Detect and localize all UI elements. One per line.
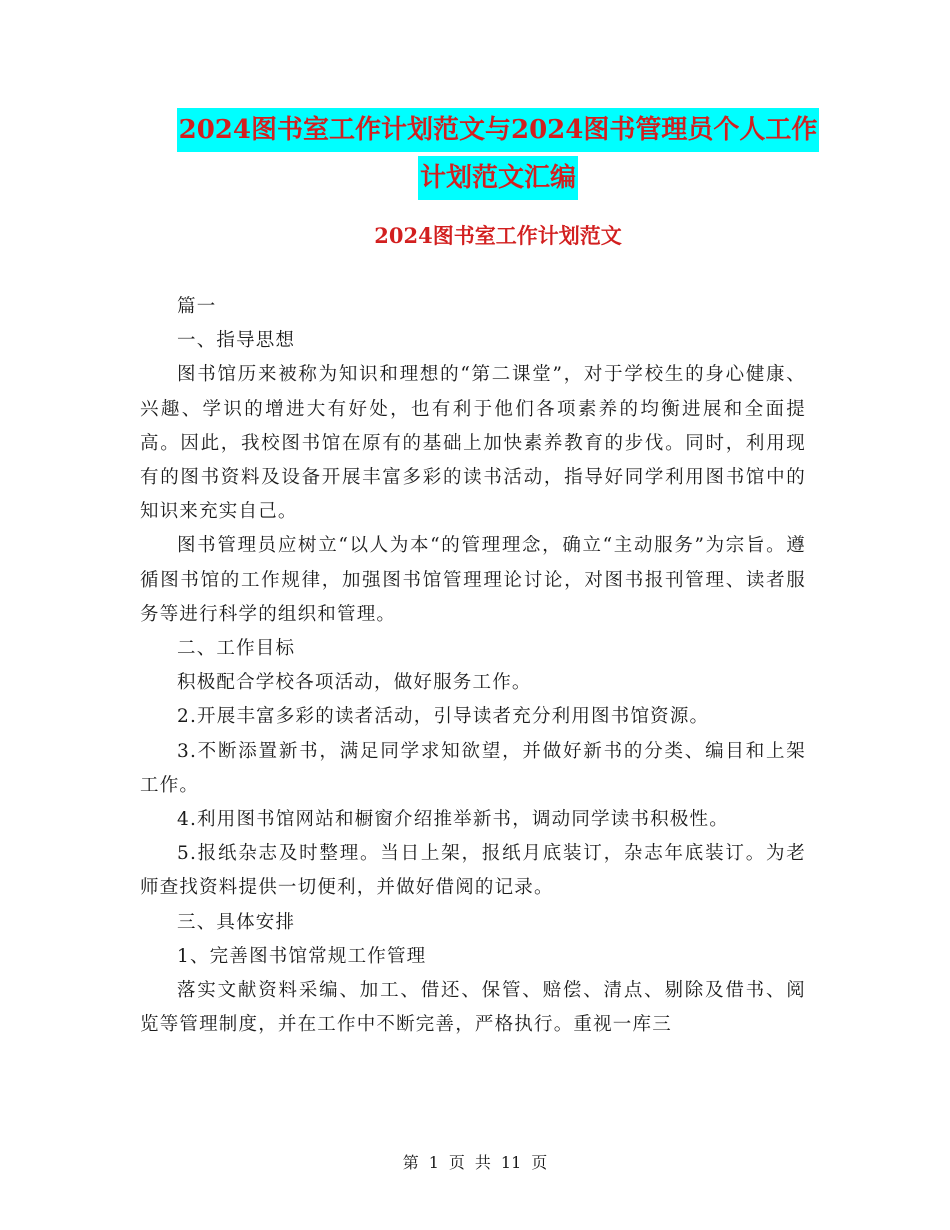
- paragraph: 4.利用图书馆网站和橱窗介绍推举新书，调动同学读书积极性。: [177, 809, 729, 831]
- title-line-2: 计划范文汇编: [418, 156, 578, 200]
- footer-current-page: 1: [428, 1153, 439, 1172]
- paragraph: 图书管理员应树立“以人为本“的管理理念，确立“主动服务”为宗旨。遵循图书馆的工作规律，加强图书馆管理理论讨论，对图书报刊管理、读者服务等进行科学的组织和管理。: [140, 535, 806, 625]
- paragraph: 篇一: [177, 296, 217, 317]
- footer-total-word: 共: [474, 1153, 491, 1172]
- page-footer: [0, 1152, 950, 1174]
- footer-prefix: 第: [402, 1153, 419, 1172]
- paragraph: 一、指导思想: [177, 330, 296, 352]
- section-title: 2024图书室工作计划范文: [374, 223, 622, 248]
- document-body: [140, 290, 806, 1042]
- footer-page-word: 页: [448, 1153, 465, 1172]
- paragraph: 积极配合学校各项活动，做好服务工作。: [177, 672, 532, 694]
- paragraph: 落实文献资料采编、加工、借还、保管、赔偿、清点、剔除及借书、阅览等管理制度，并在工作中不断完善，严格执行。重视一库三: [140, 980, 806, 1036]
- footer-suffix: 页: [531, 1153, 548, 1172]
- footer-total-pages: 11: [500, 1153, 522, 1172]
- document-title: [140, 108, 856, 200]
- paragraph: 3.不断添置新书，满足同学求知欲望，并做好新书的分类、编目和上架工作。: [140, 740, 806, 796]
- paragraph: 三、具体安排: [177, 911, 296, 933]
- paragraph: 1、完善图书馆常规工作管理: [177, 945, 427, 967]
- paragraph: 图书馆历来被称为知识和理想的“第二课堂”，对于学校生的身心健康、兴趣、学识的增进大有好处，也有利于他们各项素养的均衡进展和全面提高。因此，我校图书馆在原有的基础上加快素养教育的步伐。同时，利用现有的图书资料及设备开展丰富多彩的读书活动，指导好同学利用图书馆中的知识来充实自己。: [140, 364, 806, 523]
- paragraph: 5.报纸杂志及时整理。当日上架，报纸月底装订，杂志年底装订。为老师查找资料提供一切便利，并做好借阅的记录。: [140, 843, 806, 899]
- paragraph: 二、工作目标: [177, 638, 296, 660]
- paragraph: 2.开展丰富多彩的读者活动，引导读者充分利用图书馆资源。: [177, 706, 710, 728]
- title-line-1: 2024图书室工作计划范文与2024图书管理员个人工作: [177, 108, 820, 152]
